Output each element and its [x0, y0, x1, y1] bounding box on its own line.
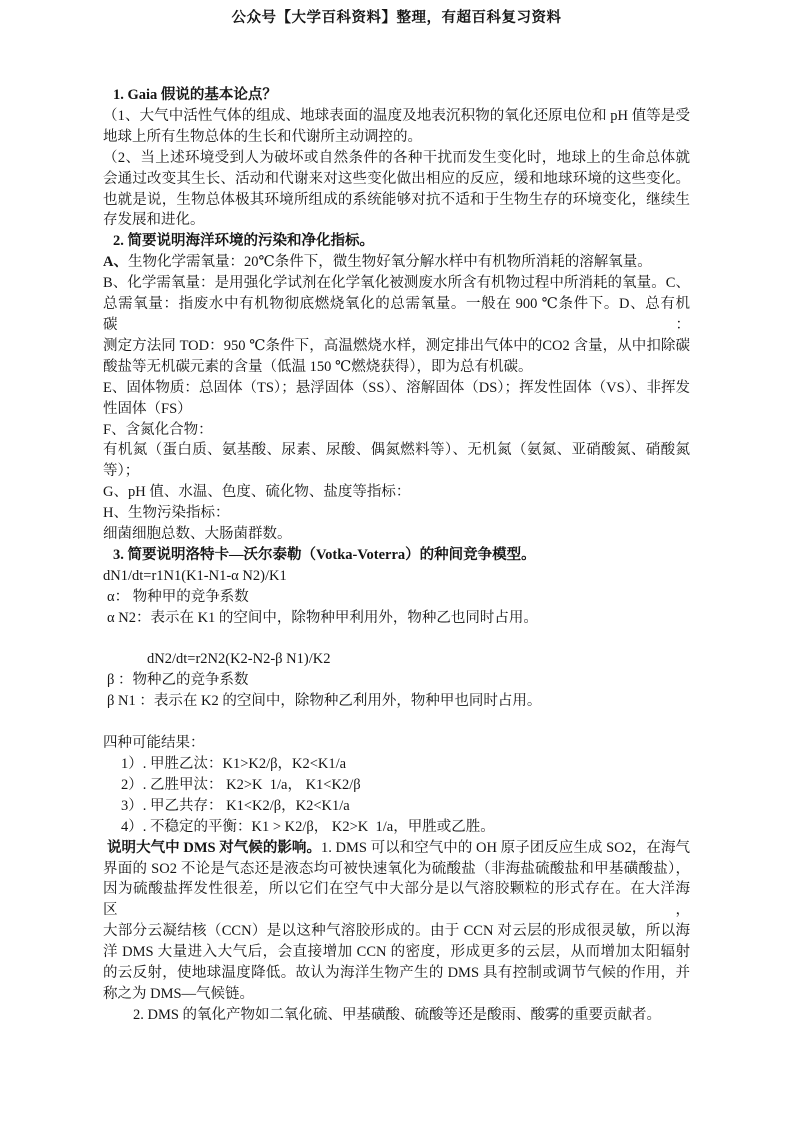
bold-text-run: 1. Gaia 假说的基本论点？: [113, 87, 277, 103]
text-run: 存发展和进化。: [103, 212, 205, 229]
text-line: [103, 420, 690, 441]
text-run: 地球上所有生物总体的生长和代谢所主动调控的。: [103, 128, 422, 145]
text-line: [103, 231, 690, 252]
text-run: 2. DMS 的氧化产物如二氧化硫、甲基磺酸、硫酸等还是酸雨、酸雾的重要贡献者。: [133, 1006, 662, 1023]
text-line: [103, 649, 690, 670]
text-line: [103, 294, 690, 336]
text-line: [103, 545, 690, 566]
text-line: [103, 879, 690, 921]
text-line: [103, 942, 690, 963]
text-line: [103, 963, 690, 984]
text-run: dN1/dt=r1N1(K1-N1-α N2)/K1: [103, 567, 287, 584]
text-line: [103, 210, 690, 231]
text-line: [103, 524, 690, 545]
document-body: [103, 85, 690, 1026]
text-run: 的云反射，使地球温度降低。故认为海洋生物产生的 DMS 具有控制或调节气候的作用，并: [103, 965, 690, 982]
text-line: [103, 754, 690, 775]
text-run: （1、大气中活性气体的组成、地球表面的温度及地表沉积物的氧化还原电位和 pH 值等是受: [103, 107, 690, 124]
doc-header-title: 公众号【大学百科资料】整理，有超百科复习资料: [231, 10, 562, 26]
text-line: [103, 733, 690, 754]
text-run: （2、当上述环境受到人为破坏或自然条件的各种干扰而发生变化时，地球上的生命总体就: [103, 149, 690, 166]
text-run: 总需氧量：指废水中有机物彻底燃烧氧化的总需氧量。一般在 900 ℃条件下。D、总有机碳：: [103, 296, 690, 333]
text-line: [103, 273, 690, 294]
text-line: [103, 817, 690, 838]
text-run: 洋 DMS 大量进入大气后，会直接增加 CCN 的密度，形成更多的云层，从而增加太阳辐射: [103, 944, 690, 961]
bold-text-run: 3. 简要说明洛特卡—沃尔泰勒（Votka-Voterra）的种间竞争模型。: [113, 546, 536, 563]
blank-line: [103, 629, 690, 650]
text-line: [103, 984, 690, 1005]
text-line: [103, 482, 690, 503]
text-line: [103, 378, 690, 399]
text-line: [103, 859, 690, 880]
text-run: 四种可能结果：: [103, 735, 205, 752]
text-line: [103, 461, 690, 482]
text-run: H、生物污染指标：: [103, 505, 230, 522]
text-run: 因为硫酸盐挥发性很差，所以它们在空气中大部分是以气溶胶颗粒的形式存在。在大洋海区，: [103, 881, 690, 919]
text-run: 称之为 DMS—气候链。: [103, 985, 255, 1002]
text-line: [103, 775, 690, 796]
text-line: [103, 691, 690, 712]
text-run: α： 物种甲的竞争系数: [107, 588, 249, 605]
bold-text-run: 说明大气中 DMS 对气候的影响。: [107, 839, 321, 856]
text-run: 会通过改变其生长、活动和代谢来对这些变化做出相应的反应，缓和地球环境的这些变化。: [103, 170, 690, 187]
text-run: 性固体（FS）: [103, 400, 192, 417]
text-line: [103, 106, 690, 127]
text-line: [103, 921, 690, 942]
text-run: 4）. 不稳定的平衡：K1 > K2/β， K2>K 1/a，甲胜或乙胜。: [121, 818, 495, 835]
text-run: 界面的 SO2 不论是气态还是液态均可被快速氧化为硫酸盐（非海盐硫酸盐和甲基磺酸盐），: [103, 860, 690, 877]
text-run: F、含氮化合物：: [103, 421, 213, 438]
text-run: 2）. 乙胜甲汰： K2>K 1/a， K1<K2/β: [121, 776, 361, 793]
text-run: 3）. 甲乙共存： K1<K2/β，K2<K1/a: [121, 797, 350, 814]
text-run: B、化学需氧量：是用强化学试剂在化学氧化被测废水所含有机物过程中所消耗的氧量。C、: [103, 275, 690, 292]
text-line: [103, 440, 690, 461]
text-run: 也就是说，生物总体极其环境所组成的系统能够对抗不适和于生物生存的环境变化，继续生: [103, 191, 690, 208]
text-line: [103, 608, 690, 629]
text-run: β N1 ：表示在 K2 的空间中，除物种乙利用外，物种甲也同时占用。: [107, 693, 542, 710]
text-line: [103, 336, 690, 357]
text-line: [103, 252, 690, 273]
text-run: α N2：表示在 K1 的空间中，除物种甲利用外，物种乙也同时占用。: [107, 609, 538, 626]
text-line: [103, 399, 690, 420]
blank-line: [103, 712, 690, 733]
text-run: 测定方法同 TOD：950 ℃条件下，高温燃烧水样，测定排出气体中的CO2 含量，从中扣除碳: [103, 337, 690, 354]
text-line: [103, 796, 690, 817]
text-run: dN2/dt=r2N2(K2-N2-β N1)/K2: [147, 651, 331, 668]
text-line: [103, 85, 690, 106]
text-line: [103, 587, 690, 608]
text-line: [103, 566, 690, 587]
bold-text-run: A、: [103, 254, 128, 271]
text-line: [103, 503, 690, 524]
text-run: G、pH 值、水温、色度、硫化物、盐度等指标：: [103, 484, 411, 501]
text-line: [103, 190, 690, 211]
text-line: [103, 670, 690, 691]
text-line: [103, 1005, 690, 1026]
text-line: [103, 838, 690, 859]
text-run: 1. DMS 可以和空气中的 OH 原子团反应生成 SO2，在海气: [321, 839, 691, 856]
text-run: β ：物种乙的竞争系数: [107, 672, 249, 689]
text-run: E、固体物质：总固体（TS）；悬浮固体（SS）、溶解固体（DS）；挥发性固体（VS）、非挥发: [103, 379, 690, 396]
text-line: [103, 169, 690, 190]
text-run: 大部分云凝结核（CCN）是以这种气溶胶形成的。由于 CCN 对云层的形成很灵敏，所以海: [103, 923, 690, 940]
text-run: 细菌细胞总数、大肠菌群数。: [103, 526, 292, 543]
text-line: [103, 127, 690, 148]
text-run: 酸盐等无机碳元素的含量（低温 150 ℃燃烧获得），即为总有机碳。: [103, 358, 533, 375]
text-run: 有机氮（蛋白质、氨基酸、尿素、尿酸、偶氮燃料等）、无机氮（氨氮、亚硝酸氮、硝酸氮: [103, 442, 690, 459]
text-run: 1）. 甲胜乙汰：K1>K2/β，K2<K1/a: [121, 756, 347, 772]
text-line: [103, 357, 690, 378]
text-line: [103, 148, 690, 169]
bold-text-run: 2. 简要说明海洋环境的污染和净化指标。: [113, 233, 374, 250]
text-run: 等）；: [103, 463, 140, 480]
text-run: 生物化学需氧量：20℃条件下，微生物好氧分解水样中有机物所消耗的溶解氧量。: [127, 254, 652, 271]
